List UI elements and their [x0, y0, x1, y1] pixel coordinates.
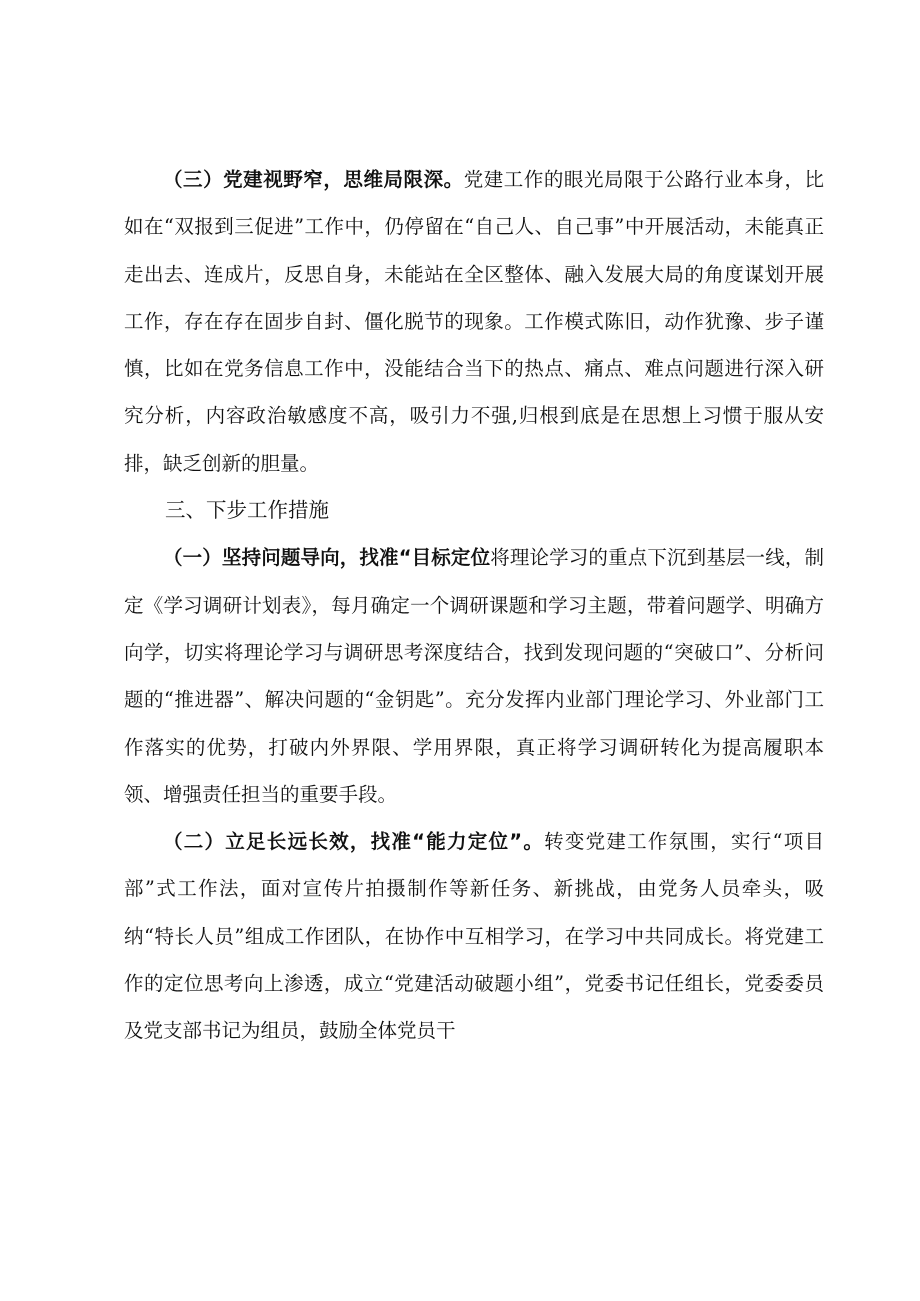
- paragraph-problem-3-lead: （三）党建视野窄，思维局限深。: [163, 168, 464, 191]
- paragraph-problem-3-body: 党建工作的眼光局限于公路行业本身，比如在“双报到三促进”工作中，仍停留在“自己人、自己事”中开展活动，未能真正走出去、连成片，反思自身，未能站在全区整体、融入发展大局的角度谋划开展工作，存在存在固步自封、僵化脱节的现象。工作模式陈旧，动作犹豫、步子谨慎，比如在党务信息工作中，没能结合当下的热点、痛点、难点问题进行深入研究分析，内容政治敏感度不高，吸引力不强,归根到底是在思想上习惯于服从安排，缺乏创新的胆量。: [124, 168, 824, 475]
- paragraph-measure-2: [124, 818, 824, 1054]
- paragraph-measure-1-lead: （一）坚持问题导向，找准“目标定位: [163, 546, 491, 570]
- paragraph-measure-2-lead: （二）立足长远长效，找准“能力定位”。: [163, 830, 545, 854]
- document-body: [124, 156, 824, 1055]
- paragraph-problem-3: [124, 156, 824, 487]
- paragraph-measure-1: [124, 534, 824, 818]
- paragraph-measure-1-body: 将理论学习的重点下沉到基层一线，制定《学习调研计划表》，每月确定一个调研课题和学习主题，带着问题学、明确方向学，切实将理论学习与调研思考深度结合，找到发现问题的“突破口”、分析问题的“推进器”、解决问题的“金钥匙”。充分发挥内业部门理论学习、外业部门工作落实的优势，打破内外界限、学用界限，真正将学习调研转化为提高履职本领、增强责任担当的重要手段。: [124, 546, 824, 806]
- paragraph-measure-2-body: 转变党建工作氛围，实行“项目部”式工作法，面对宣传片拍摄制作等新任务、新挑战，由党务人员牵头，吸纳“特长人员”组成工作团队，在协作中互相学习，在学习中共同成长。将党建工作的定位思考向上渗透，成立“党建活动破题小组”，党委书记任组长，党委委员及党支部书记为组员，鼓励全体党员干: [124, 830, 824, 1043]
- section-heading-next-steps: 三、下步工作措施: [165, 498, 329, 523]
